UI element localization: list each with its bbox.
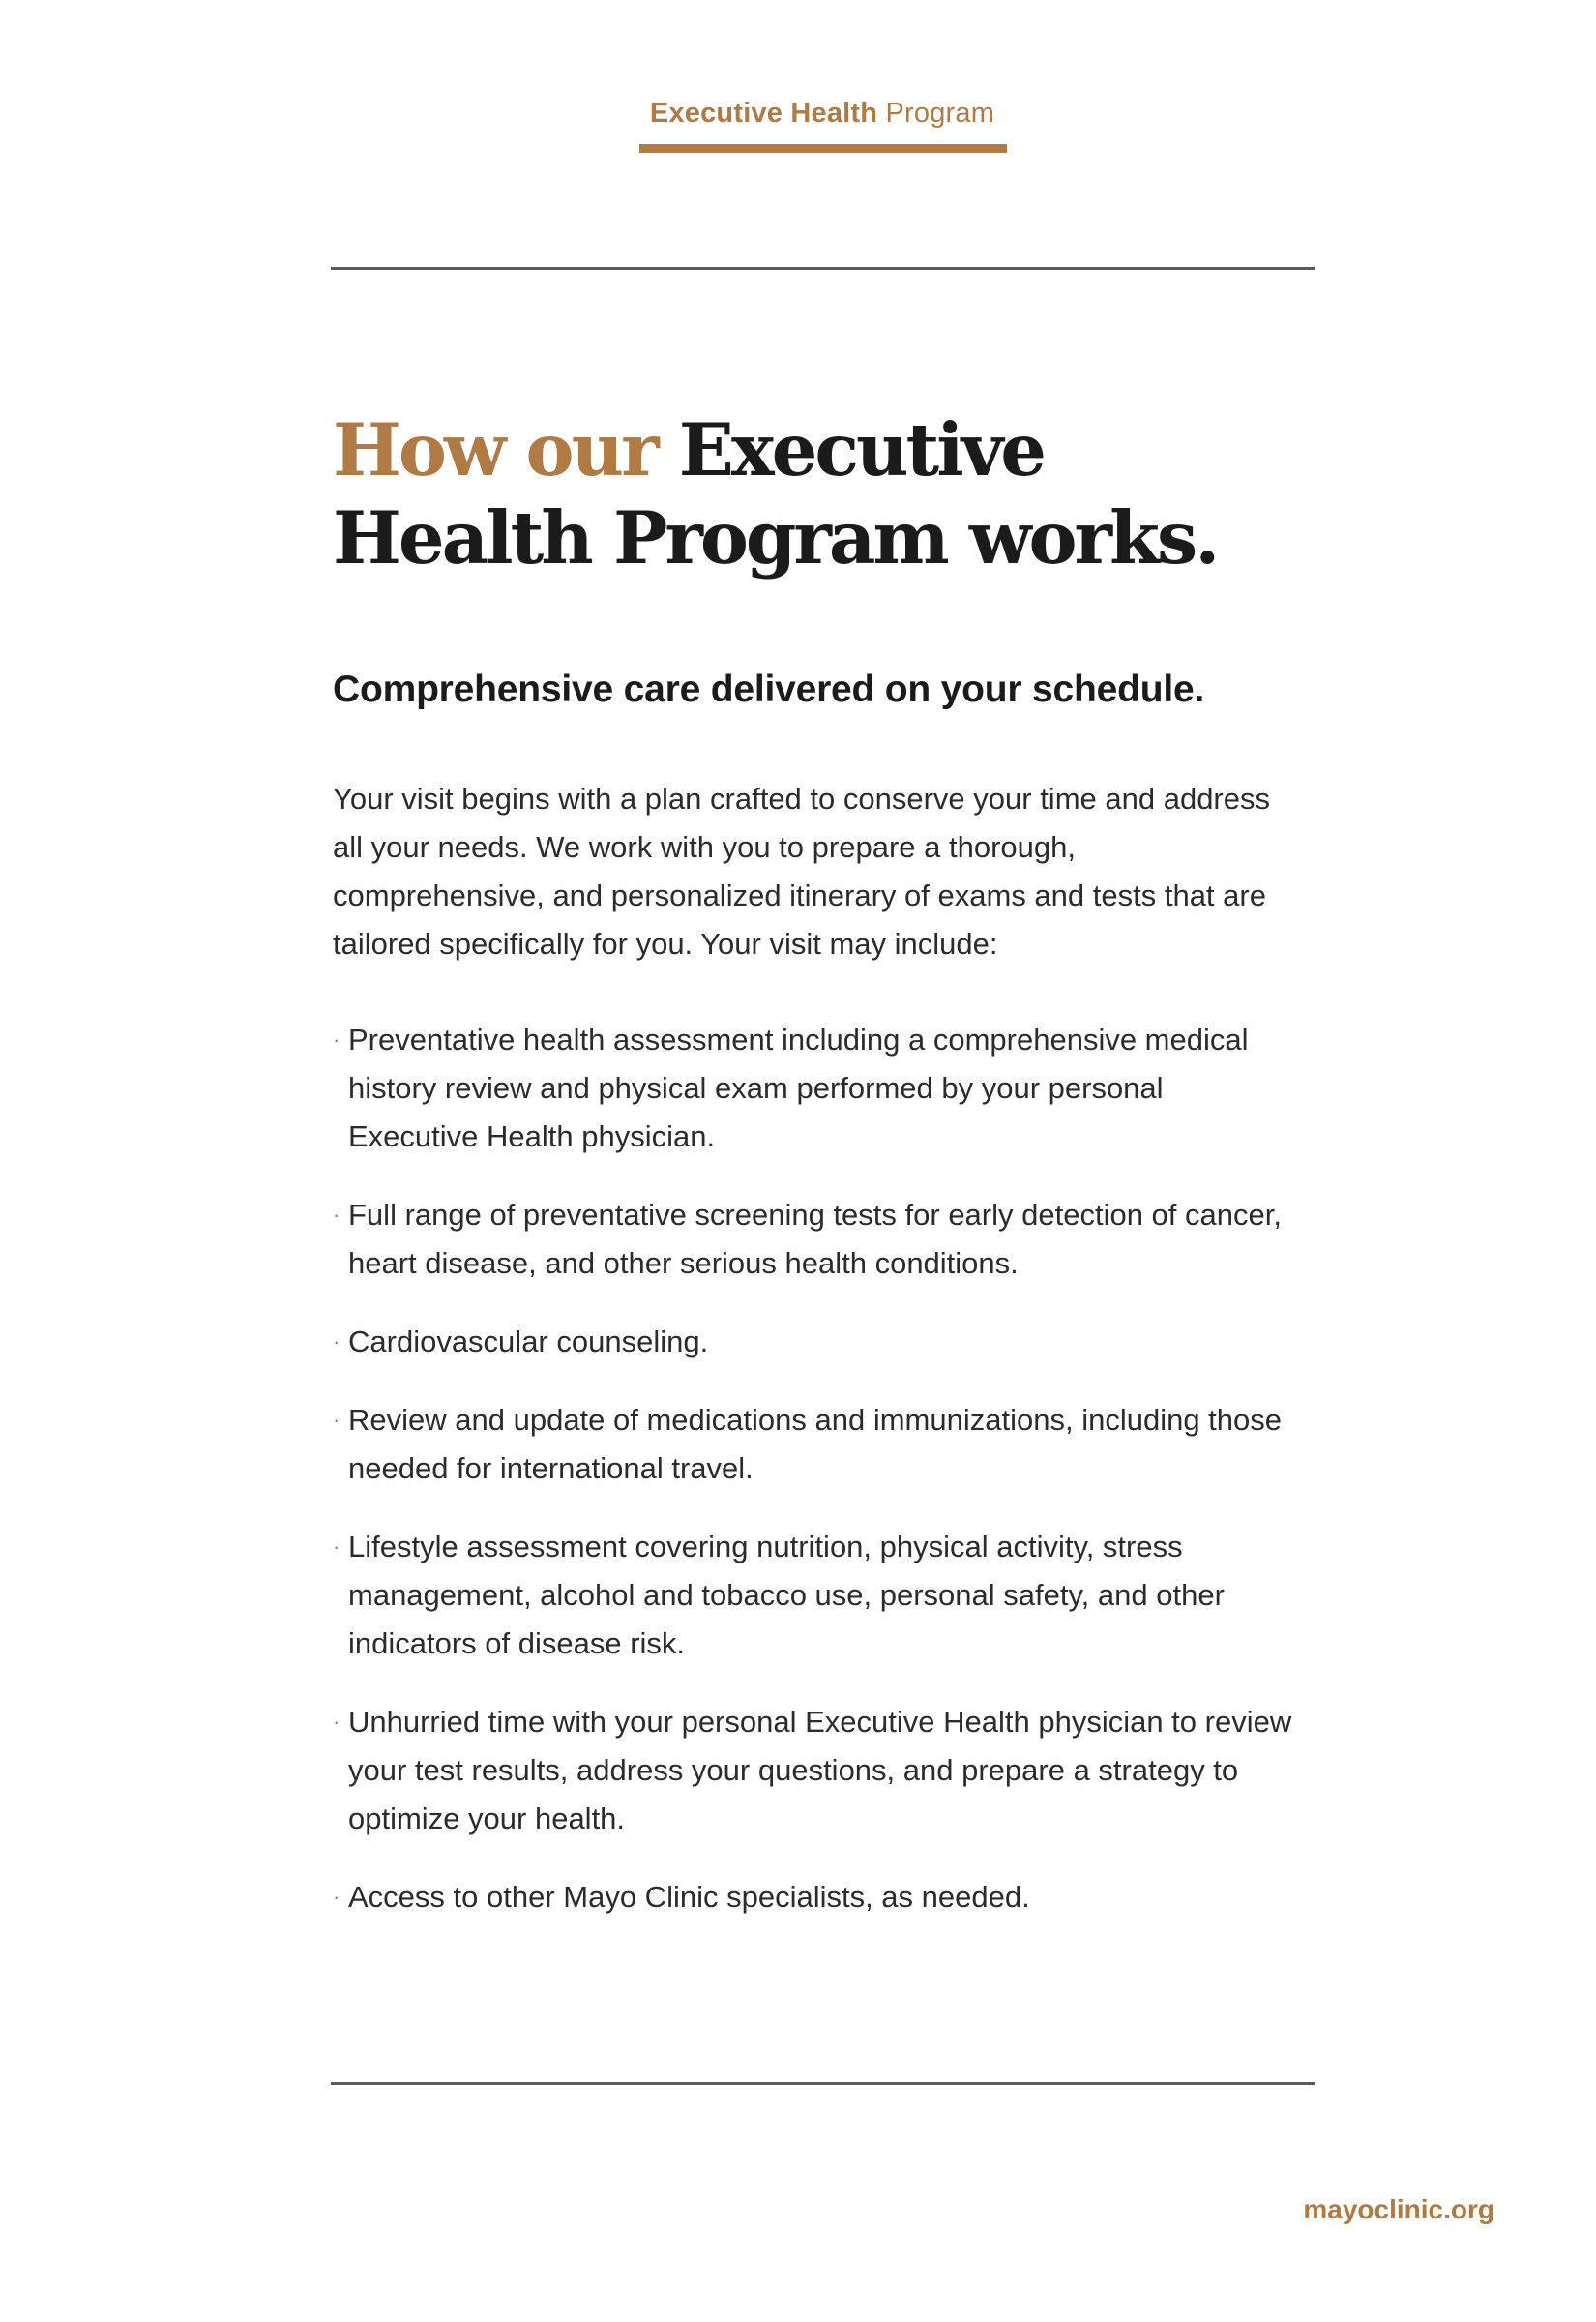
bullet-icon: · <box>333 1329 340 1354</box>
list-item <box>333 1523 1300 1668</box>
list-item <box>333 1873 1300 1921</box>
bullet-icon: · <box>333 1408 340 1432</box>
list-item-text: Review and update of medications and immunizations, including those needed for international travel. <box>348 1403 1283 1485</box>
program-underline <box>639 144 1007 153</box>
top-divider <box>331 267 1315 270</box>
bullet-icon: · <box>333 1710 340 1734</box>
page-title-accent: How our <box>333 407 657 492</box>
bullet-icon: · <box>333 1027 340 1052</box>
list-item <box>333 1396 1300 1493</box>
program-label-bold: Executive Health <box>649 98 878 129</box>
program-label-light: Program <box>885 98 995 129</box>
section-heading: Comprehensive care delivered on your schedule. <box>333 669 1205 710</box>
list-item-text: Cardiovascular counseling. <box>348 1325 709 1358</box>
website-link[interactable]: mayoclinic.org <box>1303 2194 1494 2224</box>
document-header <box>0 0 1596 164</box>
list-item-text: Access to other Mayo Clinic specialists, as needed. <box>348 1880 1030 1914</box>
page-title <box>333 406 1300 582</box>
bullet-icon: · <box>333 1885 340 1909</box>
main-content <box>333 406 1300 1914</box>
list-item-text: Lifestyle assessment covering nutrition, physical activity, stress management, alcohol and tobacco use, personal safety, and other indicators of disease risk. <box>348 1530 1225 1660</box>
list-item-text: Full range of preventative screening tests for early detection of cancer, heart disease, and other serious health conditions. <box>348 1198 1282 1280</box>
program-label <box>0 96 1596 131</box>
bottom-divider <box>331 2082 1315 2085</box>
list-item-text: Preventative health assessment including a comprehensive medical history review and physical exam performed by your personal Executive Health physician. <box>348 1023 1249 1153</box>
page-title-line2: Health Program works. <box>333 495 1218 580</box>
list-item-text: Unhurried time with your personal Executive Health physician to review your test results, address your questions, and prepare a strategy to optimize your health. <box>348 1705 1292 1835</box>
page-title-line1: Executive <box>678 407 1044 492</box>
intro-paragraph: Your visit begins with a plan crafted to conserve your time and address all your needs. We work with you to prepare a thorough, comprehensive, and personalized itinerary of exams and tests that are tailored specifically for you. Your visit may include: <box>333 782 1270 961</box>
list-item <box>333 1318 1300 1366</box>
list-item <box>333 1191 1300 1288</box>
bullet-icon: · <box>333 1534 340 1559</box>
list-item <box>333 1016 1300 1161</box>
bullet-icon: · <box>333 1203 340 1227</box>
list-item <box>333 1698 1300 1843</box>
visit-items-list <box>333 1016 1300 1951</box>
